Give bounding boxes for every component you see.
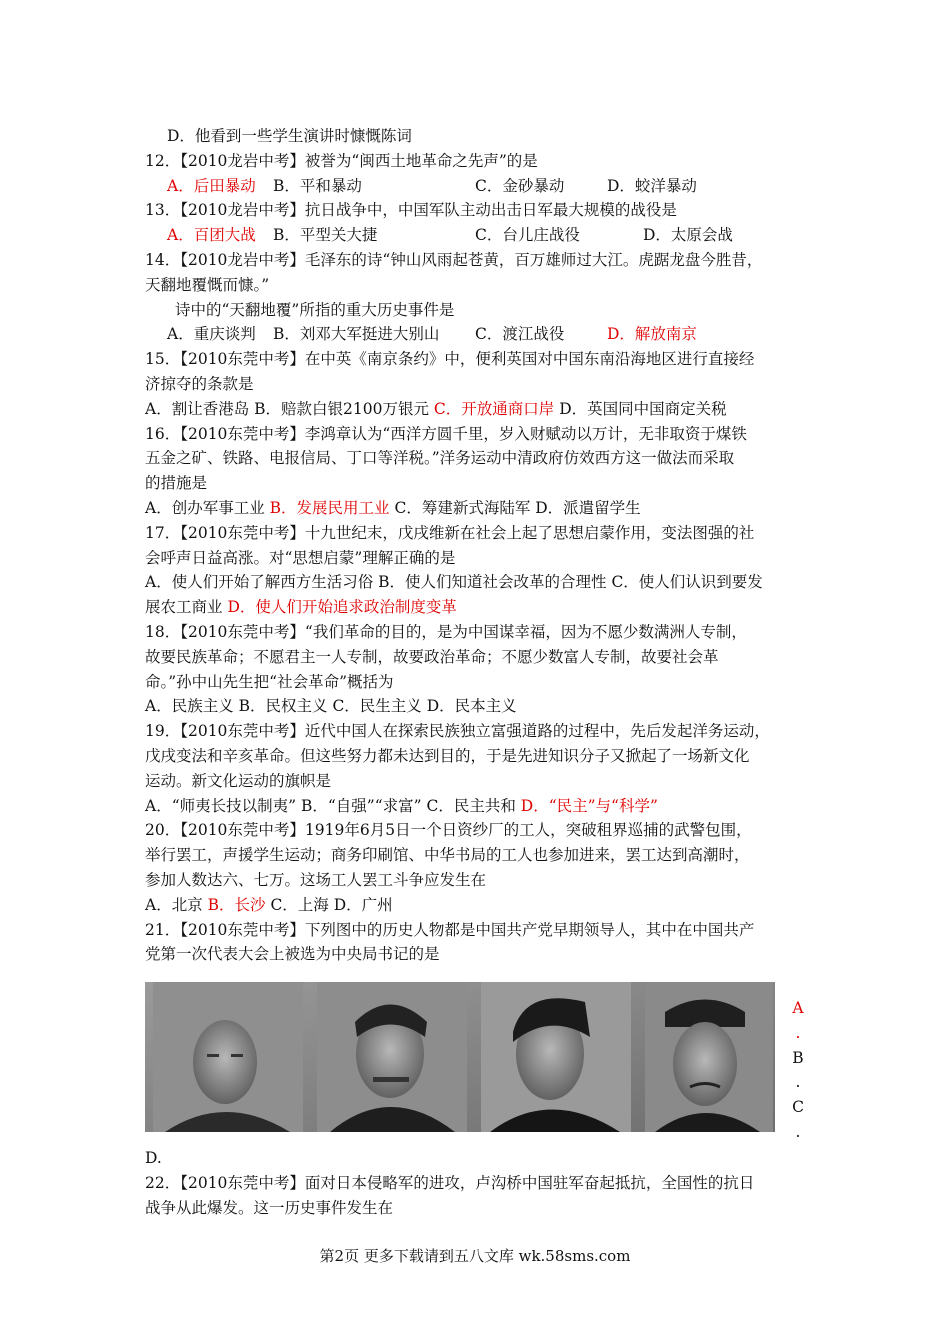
q17-options-1: A．使人们开始了解西方生活习俗 B．使人们知道社会改革的合理性 C．使人们认识到要发 [145,573,763,592]
q12-options [145,174,815,199]
q18-stem-2: 故要民族革命；不愿君主一人专制，故要政治革命；不愿少数富人专制，故要社会革 [145,647,719,666]
q20-stem-3: 参加人数达六、七万。这场工人罢工斗争应发生在 [145,870,487,889]
q16-stem-2: 五金之矿、铁路、电报信局、丁口等洋税。”洋务运动中清政府仿效西方这一做法而采取 [145,449,735,468]
q18-stem-3: 命。”孙中山先生把“社会革命”概括为 [145,672,394,691]
q17-option-d-answer: D．使人们开始追求政治制度变革 [227,598,457,617]
q14-option-d-answer: D．解放南京 [607,325,697,344]
q13-option-a-answer: A．百团大战 [167,226,256,245]
q13-options [145,223,815,248]
q22-stem-2: 战争从此爆发。这一历史事件发生在 [145,1198,394,1217]
q19-stem-1: 19．【2010东莞中考】近代中国人在探索民族独立富强道路的过程中，先后发起洋务运动， [145,722,770,741]
q16-option-a: A．创办军事工业 [145,498,270,517]
q14-option-c: C．渡江战役 [475,325,565,344]
q14-option-b: B．刘邓大军挺进大别山 [273,325,440,344]
q13-option-d: D．太原会战 [643,226,733,245]
choice-a-answer: A [792,999,804,1017]
q14-stem-3: 诗中的“天翻地覆”所指的重大历史事件是 [175,300,455,319]
q15-options-ab: A．割让香港岛 B．赔款白银2100万银元 [145,399,434,418]
q12-option-a-answer: A．后田暴动 [167,176,256,195]
q15-stem-1: 15．【2010东莞中考】在中英《南京条约》中，便利英国对中国东南沿海地区进行直接经 [145,350,755,369]
q19-options [145,794,815,819]
q17-option-c-end: 展农工商业 [145,598,228,617]
choice-b: B [792,1048,804,1067]
choice-a-dot: . [795,1023,801,1042]
choice-d: D. [145,1149,162,1167]
question-list [145,124,815,967]
q12-stem: 12．【2010龙岩中考】被誉为“闽西土地革命之先声”的是 [145,151,538,170]
after-photos [145,1146,815,1220]
q16-options [145,496,815,521]
q22-stem-1: 22．【2010东莞中考】面对日本侵略军的进攻，卢沟桥中国驻军奋起抵抗，全国性的抗日 [145,1173,755,1192]
q17-stem-2: 会呼声日益高涨。对“思想启蒙”理解正确的是 [145,548,456,567]
q15-stem-2: 济掠夺的条款是 [145,374,254,393]
q17-stem-1: 17．【2010东莞中考】十九世纪末，戊戌维新在社会上起了思想启蒙作用，变法图强的社 [145,523,755,542]
q21-stem-1: 21．【2010东莞中考】下列图中的历史人物都是中国共产党早期领导人，其中在中国共产 [145,920,755,939]
q15-option-d: D．英国同中国商定关税 [554,399,727,418]
q18-options: A．民族主义 B．民权主义 C．民生主义 D．民本主义 [145,697,517,716]
q11-option-d: D．他看到一些学生演讲时慷慨陈词 [167,127,412,145]
q16-stem-1: 16．【2010东莞中考】李鸿章认为“西洋方圆千里，岁入财赋动以万计，无非取资于煤铁 [145,424,747,443]
q16-options-cd: C．筹建新式海陆军 D．派遣留学生 [389,498,641,517]
q13-option-c: C．台儿庄战役 [475,226,580,245]
q15-option-c-answer: C．开放通商口岸 [433,399,555,418]
portrait-photos [145,982,775,1132]
q14-options [145,322,815,347]
q12-option-d: D．蛟洋暴动 [607,176,697,195]
q20-option-b-answer: B．长沙 [207,895,266,914]
q20-stem-2: 举行罢工，声援学生运动；商务印刷馆、中华书局的工人也参加进来，罢工达到高潮时， [145,846,750,865]
q13-option-b: B．平型关大捷 [273,226,378,245]
q12-option-c: C．金砂暴动 [475,176,565,195]
portrait-strip [145,982,775,1132]
q13-stem: 13．【2010龙岩中考】抗日战争中，中国军队主动出击日军最大规模的战役是 [145,201,677,220]
q20-options-cd: C．上海 D．广州 [265,895,393,914]
q19-stem-3: 运动。新文化运动的旗帜是 [145,771,332,790]
choice-c-dot: . [795,1122,801,1141]
q21-stem-2: 党第一次代表大会上被选为中央局书记的是 [145,945,440,964]
q16-option-b-answer: B．发展民用工业 [269,498,390,517]
choice-b-dot: . [795,1073,801,1092]
portrait-3 [481,982,631,1132]
portrait-2 [317,982,467,1132]
q14-option-a: A．重庆谈判 [167,325,256,344]
portrait-4 [645,982,773,1132]
portrait-1 [153,982,303,1132]
q19-stem-2: 戊戌变法和辛亥革命。但这些努力都未达到目的，于是先进知识分子又掀起了一场新文化 [145,746,750,765]
q12-option-b: B．平和暴动 [273,176,362,195]
q20-option-a: A．北京 [145,895,208,914]
q19-option-d-answer: D．“民主”与“科学” [520,796,658,815]
q14-stem-1: 14．【2010龙岩中考】毛泽东的诗“钟山风雨起苍黄，百万雄师过大江。虎踞龙盘今胜昔， [145,250,763,269]
q20-stem-1: 20．【2010东莞中考】1919年6月5日一个日资纱厂的工人，突破租界巡捕的武警包围， [145,821,752,840]
q14-stem-2: 天翻地覆慨而慷。” [145,275,270,294]
photo-choice-labels [788,996,808,1145]
q18-stem-1: 18．【2010东莞中考】“我们革命的目的，是为中国谋幸福，因为不愿少数满洲人专制， [145,622,747,641]
q20-options [145,893,815,918]
q15-options [145,397,815,422]
q19-options-abc: A．“师夷长技以制夷” B．“自强”“求富” C．民主共和 [145,796,521,815]
page-footer: 第2页 更多下载请到五八文库 wk.58sms.com [319,1247,631,1265]
q17-options-2 [145,595,815,620]
q16-stem-3: 的措施是 [145,474,208,493]
choice-c: C [792,1098,804,1117]
